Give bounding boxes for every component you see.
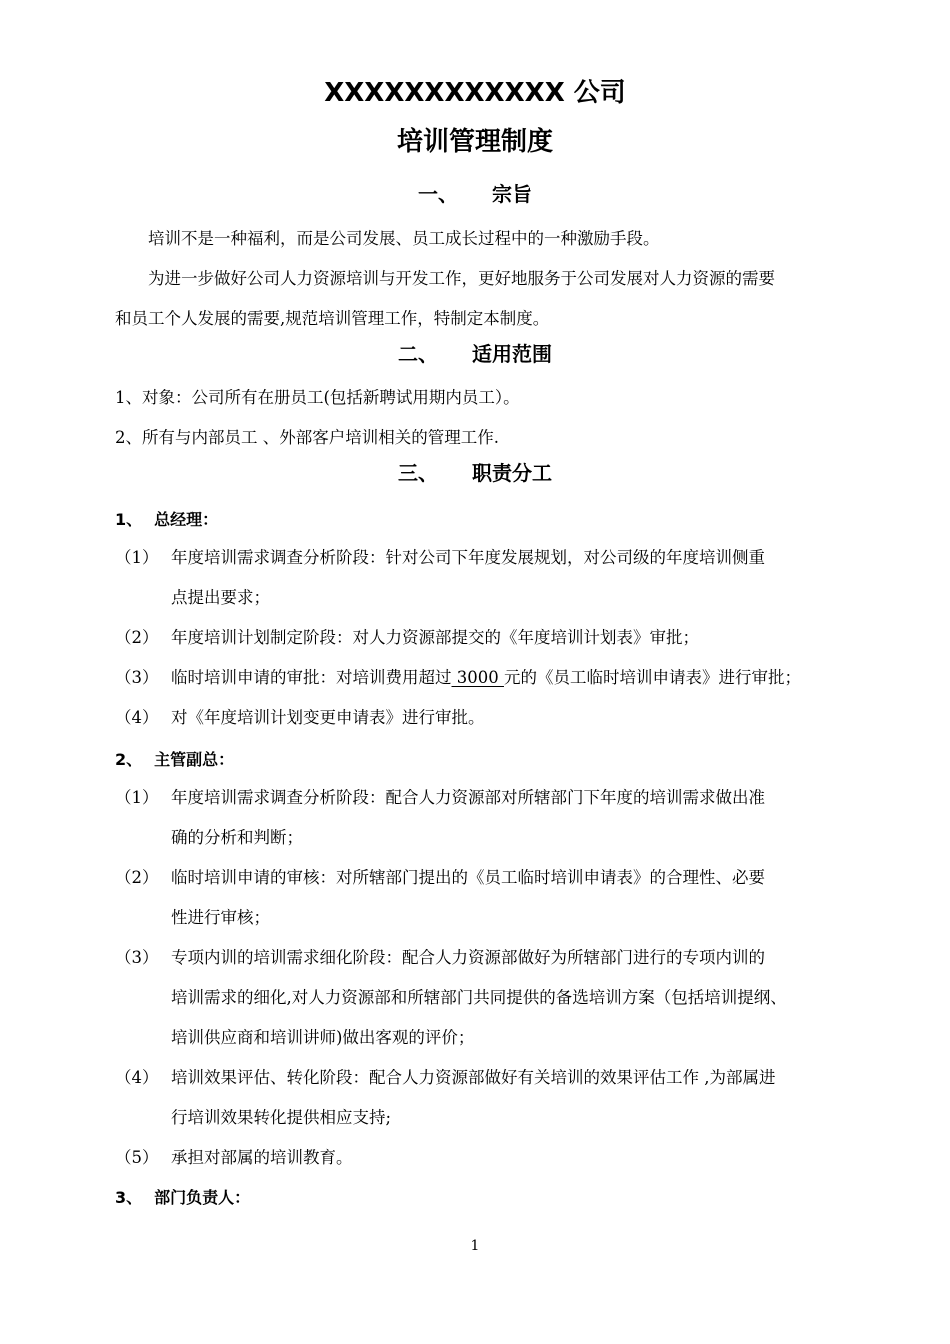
section-1-paragraph-2-line-1: 为进一步做好公司人力资源培训与开发工作，更好地服务于公司发展对人力资源的需要 (148, 269, 775, 288)
list-item-label: （4） (115, 1068, 159, 1087)
page-number: 1 (470, 1238, 480, 1254)
section-2-number: 二、 (398, 342, 438, 366)
subsection-3-heading (115, 1186, 250, 1210)
fee-threshold-amount: 3000 (451, 668, 504, 687)
list-item-label: （5） (115, 1148, 159, 1167)
list-item-label: （3） (115, 668, 159, 687)
list-item-text-pre: 临时培训申请的审批：对培训费用超过 (171, 668, 452, 687)
subsection-2-heading (115, 748, 234, 772)
section-2-heading (0, 340, 950, 368)
section-1-paragraph-2-line-2: 和员工个人发展的需要,规范培训管理工作，特制定本制度。 (115, 309, 550, 328)
section-2-title: 适用范围 (472, 342, 552, 366)
list-item-text: 年度培训需求调查分析阶段：配合人力资源部对所辖部门下年度的培训需求做出准 (171, 788, 765, 807)
list-item (115, 658, 875, 698)
list-item (115, 1138, 875, 1178)
subsection-3-number: 3、 (115, 1188, 143, 1207)
section-1-number: 一、 (418, 182, 458, 206)
list-item-label: （1） (115, 788, 159, 807)
section-3-heading (0, 459, 950, 487)
list-item (115, 1058, 875, 1138)
list-item-text: 年度培训计划制定阶段：对人力资源部提交的《年度培训计划表》审批； (171, 628, 699, 647)
section-2-item-2: 2、所有与内部员工 、外部客户培训相关的管理工作. (115, 428, 499, 447)
section-1-heading (0, 180, 950, 208)
list-item (115, 858, 875, 938)
list-item-text: 对《年度培训计划变更申请表》进行审批。 (171, 708, 485, 727)
list-item (115, 618, 875, 658)
list-item-text: 承担对部属的培训教育。 (171, 1148, 353, 1167)
subsection-2-number: 2、 (115, 750, 143, 769)
list-item-text-post: 元的《员工临时培训申请表》进行审批； (503, 668, 801, 687)
list-item-text-continued: 培训供应商和培训讲师)做出客观的评价； (171, 1028, 475, 1047)
list-item-label: （4） (115, 708, 159, 727)
subsection-1-title: 总经理： (154, 510, 219, 529)
list-item-text-continued: 性进行审核； (171, 908, 270, 927)
list-item-label: （2） (115, 868, 159, 887)
subsection-1-heading (115, 508, 218, 532)
subsection-2-title: 主管副总： (154, 750, 235, 769)
section-1-paragraph-1: 培训不是一种福利，而是公司发展、员工成长过程中的一种激励手段。 (148, 229, 660, 248)
list-item (115, 778, 875, 858)
list-item (115, 938, 875, 1058)
section-3-title: 职责分工 (472, 461, 552, 485)
list-item-text-continued: 培训需求的细化,对人力资源部和所辖部门共同提供的备选培训方案（包括培训提纲、 (171, 988, 787, 1007)
list-item-label: （1） (115, 548, 159, 567)
company-title: XXXXXXXXXXXX 公司 (324, 78, 626, 108)
list-item-text: 临时培训申请的审核：对所辖部门提出的《员工临时培训申请表》的合理性、必要 (171, 868, 765, 887)
subsection-3-title: 部门负责人： (154, 1188, 251, 1207)
list-item-text: 专项内训的培训需求细化阶段：配合人力资源部做好为所辖部门进行的专项内训的 (171, 948, 765, 967)
section-1-title: 宗旨 (492, 182, 532, 206)
list-item (115, 538, 875, 618)
list-item-label: （2） (115, 628, 159, 647)
list-item-text-continued: 行培训效果转化提供相应支持; (171, 1108, 392, 1127)
list-item-text (171, 658, 801, 698)
list-item-text: 培训效果评估、转化阶段：配合人力资源部做好有关培训的效果评估工作 ,为部属进 (171, 1068, 776, 1087)
subsection-1-number: 1、 (115, 510, 143, 529)
list-item-label: （3） (115, 948, 159, 967)
list-item-text: 年度培训需求调查分析阶段：针对公司下年度发展规划，对公司级的年度培训侧重 (171, 548, 765, 567)
document-title: 培训管理制度 (396, 127, 553, 157)
section-3-number: 三、 (398, 461, 438, 485)
list-item-text-continued: 点提出要求； (171, 588, 270, 607)
list-item-text-continued: 确的分析和判断； (171, 828, 303, 847)
section-2-item-1: 1、对象：公司所有在册员工(包括新聘试用期内员工）。 (115, 388, 520, 407)
list-item (115, 698, 875, 738)
